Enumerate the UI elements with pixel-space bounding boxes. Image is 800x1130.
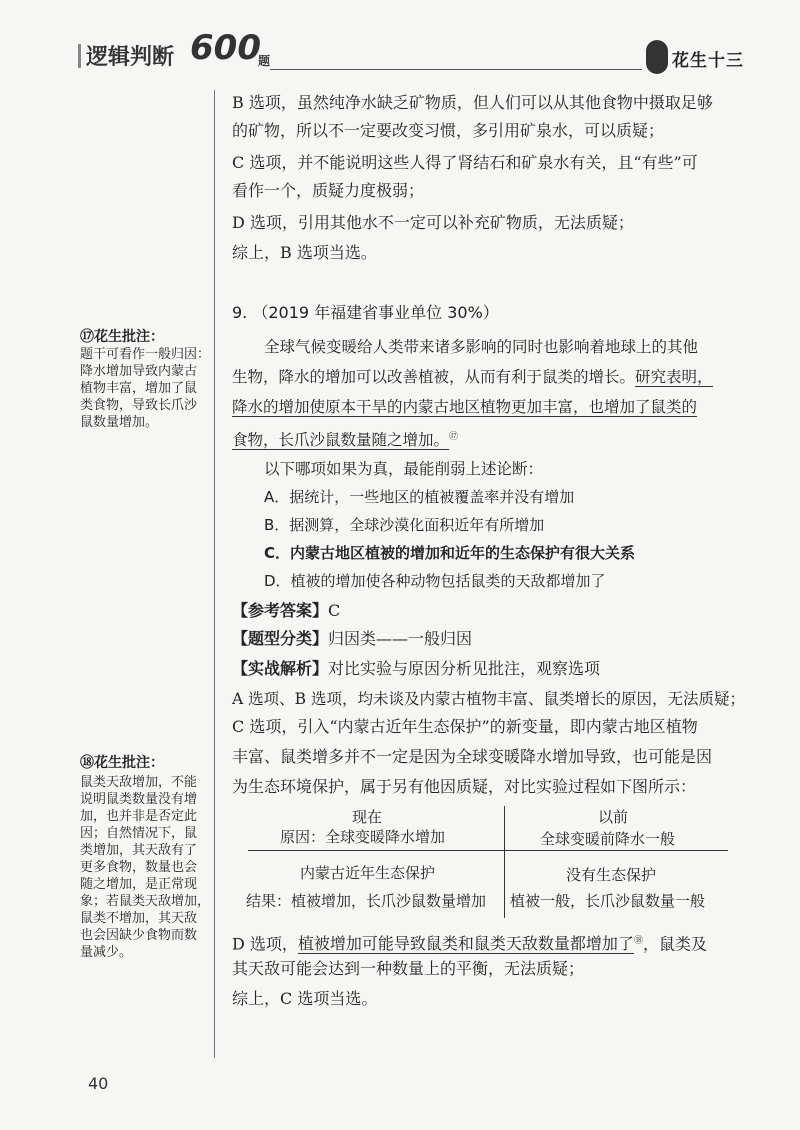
- question-stem-line: [232, 366, 713, 388]
- option-a: A．据统计，一些地区的植被覆盖率并没有增加: [264, 488, 575, 506]
- option-c: C．内蒙古地区植被的增加和近年的生态保护有很大关系: [264, 544, 636, 562]
- note-marker: ⑱: [633, 936, 643, 946]
- side-note-line: 说明鼠类数量没有增: [80, 792, 198, 807]
- side-note-title: ⑱花生批注：: [80, 755, 164, 771]
- header-accent-bar: [78, 44, 81, 68]
- side-note-line: 鼠类天敌增加，不能: [80, 775, 198, 790]
- side-note-line: 随之增加，是正常现: [80, 877, 198, 892]
- reference-answer: [232, 600, 340, 622]
- question-prompt: 以下哪项如果为真，最能削弱上述论断：: [264, 460, 544, 478]
- comparison-right-cause: 全球变暖前降水一般: [540, 830, 676, 848]
- comparison-right-heading: 以前: [598, 808, 629, 826]
- prev-analysis-line: 看作一个，质疑力度极弱；: [232, 181, 425, 200]
- question-stem-line: [232, 396, 697, 418]
- side-note-line: 类食物，导致长爪沙: [80, 398, 198, 413]
- book-title-number: 600: [190, 28, 261, 68]
- comparison-right-factor: 没有生态保护: [566, 866, 657, 884]
- underlined-text: 植被增加可能导致鼠类和鼠类天敌数量都增加了: [297, 934, 634, 954]
- analysis-line: A 选项、B 选项，均未谈及内蒙古植物丰富、鼠类增长的原因，无法质疑；: [232, 690, 745, 708]
- analysis-line-d: [232, 930, 707, 955]
- side-note-line: 更多食物，数量也会: [80, 860, 198, 875]
- side-note-line: 因；自然情况下，鼠: [80, 826, 198, 841]
- side-note-title: ⑰花生批注：: [80, 329, 164, 345]
- side-note-line: 鼠类不增加，其天敌: [80, 911, 198, 926]
- type-label: 【题型分类】: [232, 629, 329, 648]
- book-title-suffix: 题: [258, 54, 271, 68]
- prev-analysis-line: D 选项，引用其他水不一定可以补充矿物质，无法质疑；: [232, 213, 634, 232]
- question-stem-line: [232, 426, 458, 451]
- header-rule: [270, 69, 642, 70]
- side-note-line: 鼠数量增加。: [80, 415, 159, 430]
- comparison-left-factor: 内蒙古近年生态保护: [300, 864, 436, 882]
- analysis-label: 【实战解析】: [232, 659, 329, 678]
- note-marker: ⑰: [449, 432, 459, 442]
- analysis-line: 为生态环境保护，属于另有他因质疑，对比实验过程如下图所示：: [232, 777, 697, 796]
- stem-text: 生物，降水的增加可以改善植被，从而有利于鼠类的增长。: [232, 368, 636, 386]
- side-note-line: 降水增加导致内蒙古: [80, 364, 198, 379]
- conclusion: 综上，C 选项当选。: [232, 989, 378, 1008]
- d-prefix: D 选项，: [232, 934, 298, 954]
- book-title: 逻辑判断: [86, 45, 175, 70]
- margin-divider: [214, 90, 215, 1058]
- analysis-intro: [232, 658, 600, 680]
- side-note-line: 量减少。: [80, 945, 133, 960]
- d-suffix: ，鼠类及: [642, 934, 707, 954]
- page-number: 40: [88, 1074, 109, 1093]
- underlined-text: 研究表明，: [635, 368, 713, 386]
- analysis-line: C 选项，引入“内蒙古近年生态保护”的新变量，即内蒙古地区植物: [232, 717, 698, 736]
- underlined-text: 降水的增加使原本干旱的内蒙古地区植物更加丰富，也增加了鼠类的: [232, 398, 698, 416]
- comparison-left-cause: 原因：全球变暖降水增加: [280, 828, 446, 846]
- answer-value: C: [328, 601, 341, 620]
- brand-name: 花生十三: [672, 51, 744, 71]
- side-note-line: 象；若鼠类天敌增加，: [80, 894, 211, 909]
- underlined-text: 食物，长爪沙鼠数量随之增加。: [232, 431, 450, 450]
- type-value: 归因类——一般归因: [328, 629, 473, 648]
- side-note-line: 也会因缺少食物而数: [80, 928, 198, 943]
- comparison-right-result: 植被一般，长爪沙鼠数量一般: [510, 892, 706, 910]
- option-d: D．植被的增加使各种动物包括鼠类的天敌都增加了: [264, 572, 606, 590]
- question-type: [232, 628, 472, 650]
- side-note-line: 题干可看作一般归因：: [80, 347, 211, 362]
- comparison-divider-horizontal: [248, 850, 728, 851]
- question-header: 9. （2019 年福建省事业单位 30%）: [232, 303, 499, 322]
- prev-analysis-line: C 选项，并不能说明这些人得了肾结石和矿泉水有关，且“有些”可: [232, 153, 698, 172]
- side-note-line: 类增加，其天敌有了: [80, 843, 198, 858]
- analysis-line: 其天敌可能会达到一种数量上的平衡，无法质疑；: [232, 959, 585, 978]
- answer-label: 【参考答案】: [232, 601, 329, 620]
- analysis-value: 对比实验与原因分析见批注，观察选项: [328, 659, 601, 678]
- analysis-line: 丰富、鼠类增多并不一定是因为全球变暖降水增加导致，也可能是因: [232, 747, 713, 766]
- option-b: B．据测算，全球沙漠化面积近年有所增加: [264, 516, 545, 534]
- side-note-line: 加，也并非是否定此: [80, 809, 198, 824]
- comparison-left-heading: 现在: [352, 808, 383, 826]
- comparison-divider-vertical: [504, 806, 505, 918]
- prev-analysis-line: 综上，B 选项当选。: [232, 243, 377, 262]
- side-note-line: 植物丰富，增加了鼠: [80, 381, 198, 396]
- prev-analysis-line: 的矿物，所以不一定要改变习惯，多引用矿泉水，可以质疑；: [232, 121, 665, 140]
- prev-analysis-line: B 选项，虽然纯净水缺乏矿物质，但人们可以从其他食物中摄取足够: [232, 93, 713, 112]
- peanut-icon: [646, 40, 668, 74]
- comparison-left-result: 结果：植被增加，长爪沙鼠数量增加: [246, 892, 487, 910]
- question-stem-line: 全球气候变暖给人类带来诸多影响的同时也影响着地球上的其他: [264, 338, 699, 356]
